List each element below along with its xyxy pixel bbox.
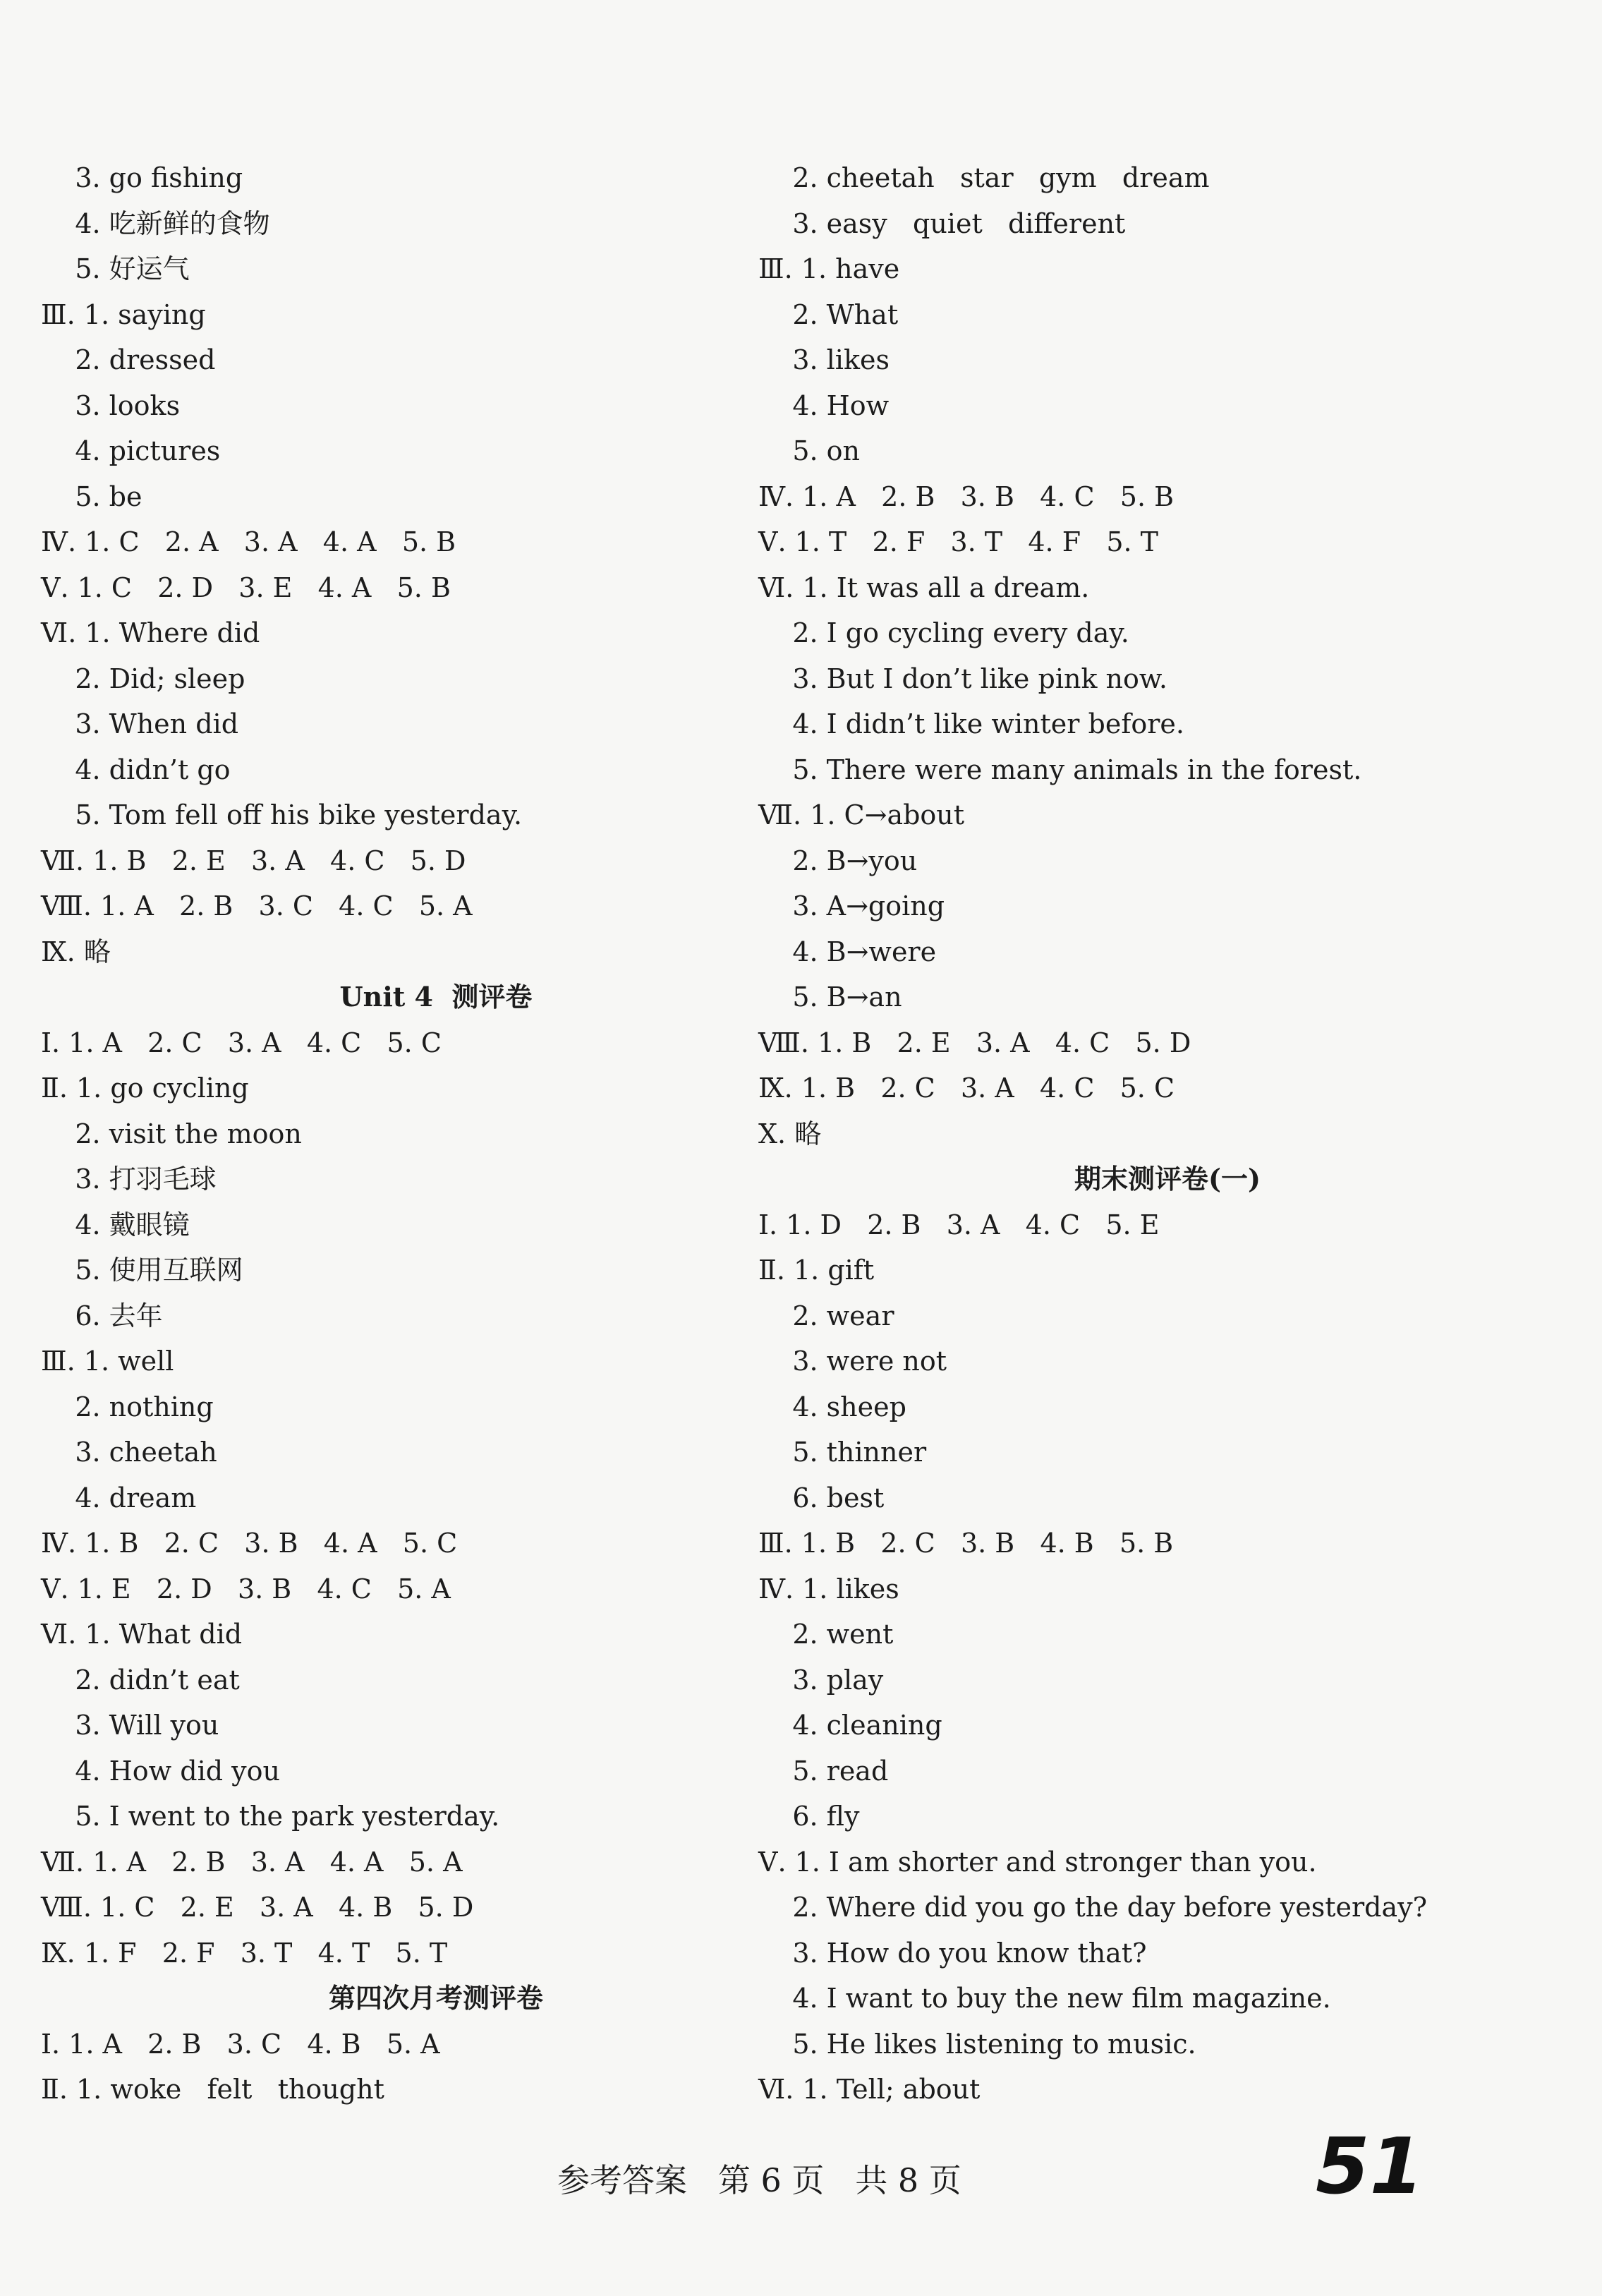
answer-line: 4. How (758, 389, 890, 421)
answer-line: 6. fly (758, 1801, 860, 1832)
answer-line: 2. nothing (41, 1391, 214, 1422)
answer-line: Ⅲ. 1. well (41, 1346, 174, 1377)
answer-line: 2. Did; sleep (41, 663, 245, 694)
answer-line: 4. sheep (758, 1391, 906, 1422)
answer-line: Ⅶ. 1. A 2. B 3. A 4. A 5. A (41, 1846, 463, 1878)
answer-line: 5. B→an (758, 981, 902, 1013)
left-answer-column (41, 155, 746, 2113)
answer-line: 4. 吃新鲜的食物 (41, 207, 270, 239)
answer-line: 4. B→were (758, 936, 937, 967)
answer-line: Ⅵ. 1. Where did (41, 617, 260, 648)
answer-line: Ⅶ. 1. C→about (758, 799, 965, 830)
answer-line: Ⅷ. 1. B 2. E 3. A 4. C 5. D (758, 1027, 1191, 1058)
answer-line: 3. likes (758, 344, 890, 375)
answer-line: 3. When did (41, 708, 239, 739)
answer-line: Ⅵ. 1. Tell; about (758, 2074, 981, 2105)
answer-line: 3. looks (41, 389, 181, 421)
answer-line: 5. He likes listening to music. (758, 2028, 1196, 2060)
answer-line: 3. 打羽毛球 (41, 1164, 217, 1195)
answer-line: Ⅸ. 1. F 2. F 3. T 4. T 5. T (41, 1937, 448, 1969)
answer-line: 5. thinner (758, 1437, 927, 1468)
answer-line: 4. I didn’t like winter before. (758, 708, 1184, 739)
answer-line: 3. play (758, 1664, 884, 1696)
page-number: 51 (1316, 2121, 1424, 2211)
answer-line: 5. I went to the park yesterday. (41, 1801, 500, 1832)
answer-line: 6. 去年 (41, 1300, 163, 1331)
answer-line: 4. cleaning (758, 1710, 942, 1741)
answer-line: 4. 戴眼镜 (41, 1209, 190, 1240)
section-heading: 期末测评卷(一) (1074, 1163, 1261, 1195)
answer-line: Ⅳ. 1. likes (758, 1573, 899, 1605)
answer-line: 3. Will you (41, 1710, 219, 1741)
answer-line: 2. B→you (758, 845, 918, 876)
answer-line: 3. cheetah (41, 1437, 217, 1468)
answer-line: 3. But I don’t like pink now. (758, 663, 1168, 694)
answer-line: 4. I want to buy the new film magazine. (758, 1983, 1331, 2014)
answer-line: Ⅸ. 1. B 2. C 3. A 4. C 5. C (758, 1073, 1175, 1104)
right-answer-column (758, 155, 1534, 2113)
answer-line: Ⅶ. 1. B 2. E 3. A 4. C 5. D (41, 845, 466, 876)
answer-line: Ⅳ. 1. C 2. A 3. A 4. A 5. B (41, 526, 456, 557)
answer-line: 5. on (758, 435, 861, 466)
answer-line: Ⅵ. 1. It was all a dream. (758, 572, 1090, 603)
answer-line: 2. didn’t eat (41, 1664, 240, 1696)
section-heading: 第四次月考测评卷 (328, 1982, 543, 2014)
answer-line: Ⅷ. 1. C 2. E 3. A 4. B 5. D (41, 1892, 474, 1923)
answer-line: 3. A→going (758, 890, 945, 922)
answer-line: 5. read (758, 1755, 889, 1787)
answer-line: 4. pictures (41, 435, 221, 466)
answer-line: Ⅱ. 1. gift (758, 1255, 875, 1286)
answer-line: 5. There were many animals in the forest. (758, 754, 1362, 785)
answer-line: 3. easy quiet different (758, 207, 1126, 239)
answer-line: 2. What (758, 298, 899, 330)
answer-line: Ⅰ. 1. A 2. C 3. A 4. C 5. C (41, 1027, 442, 1058)
answer-line: 4. didn’t go (41, 754, 231, 785)
answer-line: Ⅱ. 1. woke felt thought (41, 2074, 384, 2105)
answer-line: 2. Where did you go the day before yesterday? (758, 1892, 1427, 1923)
answer-line: 2. dressed (41, 344, 216, 375)
answer-line: Ⅳ. 1. A 2. B 3. B 4. C 5. B (758, 481, 1175, 512)
answer-line: 2. wear (758, 1300, 894, 1331)
answer-line: Ⅲ. 1. saying (41, 298, 206, 330)
answer-line: 5. be (41, 481, 142, 512)
page-footer: 参考答案 第 6 页 共 8 页 (557, 2161, 961, 2199)
answer-line: Ⅷ. 1. A 2. B 3. C 4. C 5. A (41, 890, 473, 922)
answer-line: 4. dream (41, 1482, 197, 1513)
answer-line: Ⅲ. 1. B 2. C 3. B 4. B 5. B (758, 1528, 1174, 1559)
section-heading: Unit 4 测评卷 (339, 981, 533, 1013)
answer-line: 5. 好运气 (41, 253, 190, 284)
answer-line: 2. I go cycling every day. (758, 617, 1129, 648)
answer-line: Ⅴ. 1. C 2. D 3. E 4. A 5. B (41, 572, 451, 603)
answer-line: Ⅰ. 1. A 2. B 3. C 4. B 5. A (41, 2028, 440, 2060)
answer-line: Ⅵ. 1. What did (41, 1619, 243, 1650)
answer-line: Ⅸ. 略 (41, 936, 111, 967)
answer-line: 2. cheetah star gym dream (758, 162, 1210, 193)
answer-line: 4. How did you (41, 1755, 280, 1787)
answer-line: Ⅹ. 略 (758, 1118, 822, 1149)
answer-line: 2. went (758, 1619, 894, 1650)
answer-line: 5. 使用互联网 (41, 1255, 243, 1286)
answer-line: Ⅴ. 1. E 2. D 3. B 4. C 5. A (41, 1573, 451, 1605)
answer-line: Ⅴ. 1. T 2. F 3. T 4. F 5. T (758, 526, 1158, 557)
answer-line: 3. How do you know that? (758, 1937, 1147, 1969)
answer-line: 5. Tom fell off his bike yesterday. (41, 799, 523, 830)
answer-line: Ⅲ. 1. have (758, 253, 900, 284)
answer-line: Ⅴ. 1. I am shorter and stronger than you. (758, 1846, 1317, 1878)
answer-line: 3. go fishing (41, 162, 243, 193)
answer-line: 2. visit the moon (41, 1118, 302, 1149)
answer-line: 6. best (758, 1482, 885, 1513)
answer-line: Ⅱ. 1. go cycling (41, 1073, 249, 1104)
answer-line: Ⅳ. 1. B 2. C 3. B 4. A 5. C (41, 1528, 458, 1559)
answer-line: Ⅰ. 1. D 2. B 3. A 4. C 5. E (758, 1209, 1160, 1240)
answer-line: 3. were not (758, 1346, 947, 1377)
